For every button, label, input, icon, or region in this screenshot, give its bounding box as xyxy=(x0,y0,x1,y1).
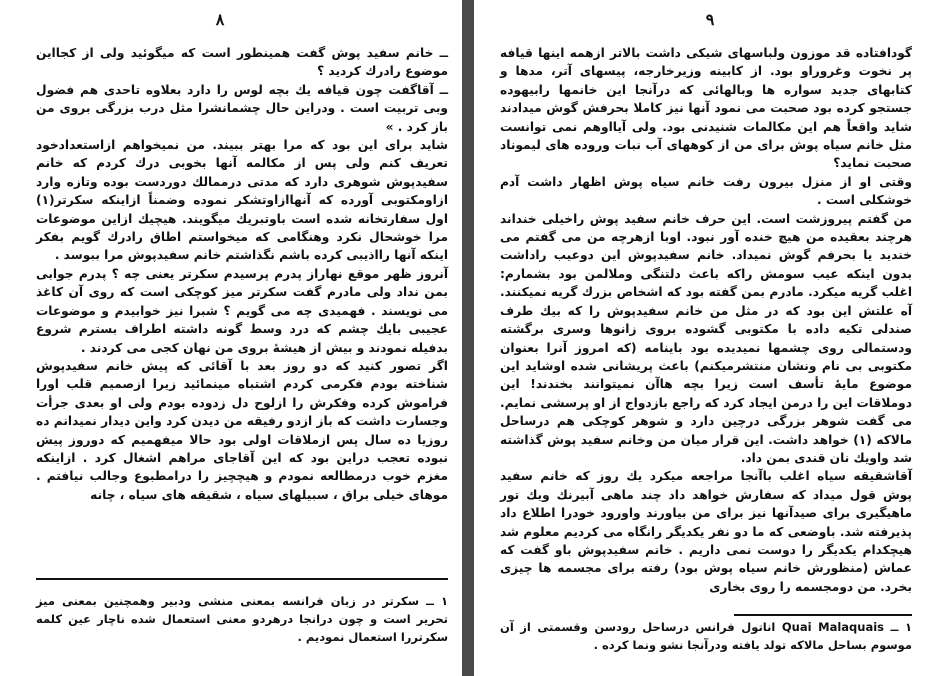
book-gutter xyxy=(462,0,474,676)
footnote-divider xyxy=(734,614,912,616)
page-number: ٩ xyxy=(705,10,715,29)
body-text xyxy=(36,44,448,504)
paragraph: شاید برای این بود که مرا بهتر ببیند. من نمیخواهم ازاستعدادخود تعریف کنم ولی پس از مکالمه آنها بخوبی درك کردم که خانم سفیدپوش شوهری دارد که مدتی درممالك دوردست بوده وتازه وارد ازاومکتوبی آورده که آنهاازاوتشکر نموده وضمناً ازاینکه سکرتر(۱) اول سفارتخانه شده است باوتبریك میگویند. هیچیك ازاین موضوعات مرا خوشحال نکرد وهنگامی که میخواستم اطاق رادرك گویم بفکر اینکه آنها رااذیبی کرده باشم نگذاشتم خانم سفیدپوش مرا ببوسد . xyxy=(36,138,448,263)
paragraph: آقاشقیقه سیاه اغلب باآنجا مراجعه میکرد یك روز که خانم سفید پوش قول میداد که سفارش خواهد داد چند ماهی آبیرنك ویك تور ماهیگیری برای صیدآنها نیز برای من بیاورند واورود خودرا اطلاع داد پذیرفته شد. باوضعی که ما دو نفر یکدیگر رانگاه می کردیم معلوم شد هیچکدام یکدیگر را دوست نمی داریم . خانم سفیدپوش باو گفت که عماش (منظورش خانم سیاه پوش بود) رفته برای مجسمه ها چیزی بخرد. من دومجسمه را روی بخاری xyxy=(500,469,912,594)
paragraph: گودافتاده قد موزون ولباسهای شیکی داشت بالاتر ازهمه اینها قیافه پر نخوت وغروراو بود. از کابینه وزیرخارجه، پیسهای آتر، مدها و کتابهای جدید سواره ها وبالهائی که درآنجا این خانمها رابیهوده جستجو کرده بود صحبت می نمود آنها نیز کاملا بحرفش گوش میدادند شاید واقعاً هم این مکالمات شنیدنی بود. ولی آیااوهم نمی توانست مثل خانم سیاه پوش برای من از کوههای آب نبات وروده های لیموناد صحبت نماید؟ xyxy=(500,46,912,171)
footnote: ۱ ــ سکرتر در زبان فرانسه بمعنی منشی ودبیر وهمچنین بمعنی میز تحریر است و چون درانجا درهردو معنی استعمال شده ناچار عین کلمه سکرتررا استعمال نمودیم . xyxy=(36,594,448,644)
footnote: ۱ ــ Quai Malaquais اناتول فرانس درساحل رودسن وقسمتی از آن موسوم بساحل مالاکه تولد یافته ودرآنجا نشو ونما کرده . xyxy=(500,620,912,652)
paragraph: من گفتم پیروزشت است. این حرف خانم سفید پوش راخیلی خنداند هرچند بعقیده من هیچ خنده آور نبود. اوبا ازهرچه من می گفتم می خندید یا بحرفم گوش نمیداد. خانم سفیدپوش این دوعیب راداشت بدون اینکه عیب سومش راکه باعث دلتنگی وملالمن بود بشمارم: اغلب گریه میکرد. مادرم بمن گفته بود که اشخاص بزرك گریه نمیکنند. آه علتش این بود که در مثل من خانم سفیدپوش را که بیك طرف صندلی تکیه داده با مکتوبی گشوده بروی زانوها وسری برگشته ودستمالی روی چشمها نمیدیده بود باینامه (که امروز آنرا بعنوان مکتوبی بی نام ونشان منتشرمیکنم) باعث پریشانی شده اوشاید این موضوع مایهٔ تأسف است زیرا بچه هاآن نمیتوانند بخندند! این دوملاقات این را درمن ایجاد کرد که راجع بازدواج از او پرسشی نمایم. می گفت شوهر بزرگی درچین دارد و شوهر کوچکی هم درساحل مالاکه (۱) خواهد داشت. این قرار میان من وخانم سفید پوش گذاشته شد واویك نان قندی بمن داد. xyxy=(500,211,912,465)
paragraph: اگر تصور کنید که دو روز بعد با آقائی که پیش خانم سفیدپوش شناخته بودم فکرمی کردم اشتباه مینمائید زیرا ازصمیم قلب اورا فراموش کرده وفکرش را ازلوح دل زدوده بودم ولی او بعدی جرأت وجسارت داشت که باز ازدو رفیقه من دیدن کرد واین دیدار نمیدانم ده روزیا ده سال پس ازملاقات اولی بود حالا میفهمیم که دوروز پیش نبوده تعجب دراین بود که این آقاجای مراهم اشغال کرد . ازاینکه مغزم خوب درمطالعه نمودم و هیچچیز را درامطبوع وجالب نیافتم . موهای خیلی براق ، سبیلهای سیاه ، شقیقه های سیاه ، چانه xyxy=(36,358,448,502)
paragraph: وقتی او از منزل بیرون رفت خانم سیاه پوش اظهار داشت آدم خوشکلی است . xyxy=(500,174,912,208)
right-page xyxy=(474,0,945,676)
footnote-divider xyxy=(36,578,448,580)
paragraph: ــ آقاگفت چون قیافه یك بچه لوس را دارد بعلاوه تاحدی هم فضول وبی تربیت است . ودراین حال چشمانشرا مثل درب بزرگی بروی من باز کرد . » xyxy=(36,82,448,134)
paragraph: آنروز ظهر موقع نهاراز پدرم پرسیدم سکرتر یعنی چه ؟ پدرم جوابی بمن نداد ولی مادرم گفت سکرتر میز کوچکی است که روی آن کاغذ می نویسند . فهمیدی چه می گویم ؟ شبرا نیز خوابیدم و موضوعات عجیبی بایك چشم که درد وسط گونه داشته اطراف بسترم شروع بدفیله نمودند و بیش از هیشهٔ بروی من نهان کجی می کردند . xyxy=(36,266,448,355)
paragraph: ــ خانم سفید پوش گفت همینطور است که میگوئید ولی از کجااین موضوع رادرك کردید ؟ xyxy=(36,46,448,79)
left-page xyxy=(0,0,462,676)
body-text xyxy=(500,44,912,596)
page-number: ٨ xyxy=(215,10,225,29)
